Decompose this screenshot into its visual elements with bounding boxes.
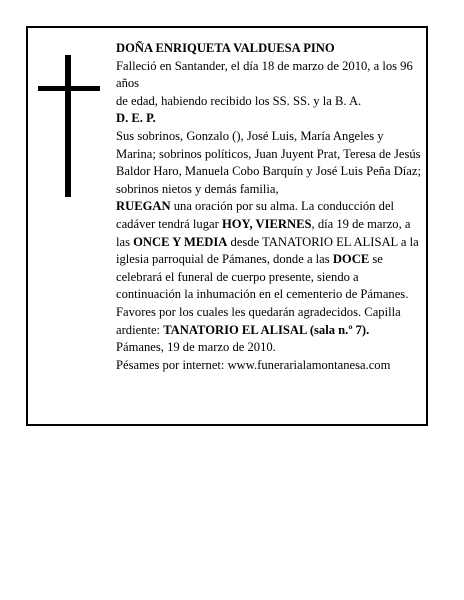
ruegan-text: RUEGAN [116, 199, 171, 214]
place-date: Pámanes, 19 de marzo de 2010. [116, 340, 276, 355]
relatives-paragraph: Sus sobrinos, Gonzalo (), José Luis, María Angeles y Marina; sobrinos políticos, Juan Juyent Prat, Teresa de Jesús Baldor Haro, Manuela Cobo Barquín y José Luis Peña Díaz; sobrinos nietos y demás familia, [116, 128, 421, 196]
funeral-text-2: , día 19 de marzo, a las [116, 216, 411, 249]
funeral-text-3: desde TANATORIO EL ALISAL a la iglesia parroquial de Pámanes, donde a las [116, 234, 419, 267]
rip-line: D. E. P. [116, 111, 156, 126]
funeral-text-1: una oración por su alma. La conducción del cadáver tendrá lugar [116, 199, 395, 231]
funeral-time: DOCE [332, 252, 370, 267]
deceased-name: DOÑA ENRIQUETA VALDUESA PINO [116, 41, 335, 55]
funeral-paragraph [116, 198, 422, 339]
online-condolences: Pésames por internet: www.funerarialamontanesa.com [116, 357, 391, 372]
death-details: Falleció en Santander, el día 18 de marzo de 2010, a los 96 años [116, 58, 413, 91]
conduction-time: ONCE Y MEDIA [133, 234, 228, 249]
cross-horizontal-bar [38, 86, 100, 91]
sacraments-line: de edad, habiendo recibido los SS. SS. y la B. A. [116, 93, 362, 108]
funeral-text-4: se celebrará el funeral de cuerpo presente, siendo a continuación la inhumación en el cementerio de Pámanes. Favores por los cuales les quedarán agradecidos. Capilla ardiente: [116, 252, 409, 337]
cross-vertical-bar [65, 55, 71, 197]
cross-icon [38, 55, 100, 197]
chapel-location: TANATORIO EL ALISAL (sala n.º 7). [163, 322, 370, 337]
obituary-notice [26, 26, 428, 426]
notice-text [116, 40, 422, 374]
funeral-day: HOY, VIERNES [221, 216, 312, 231]
